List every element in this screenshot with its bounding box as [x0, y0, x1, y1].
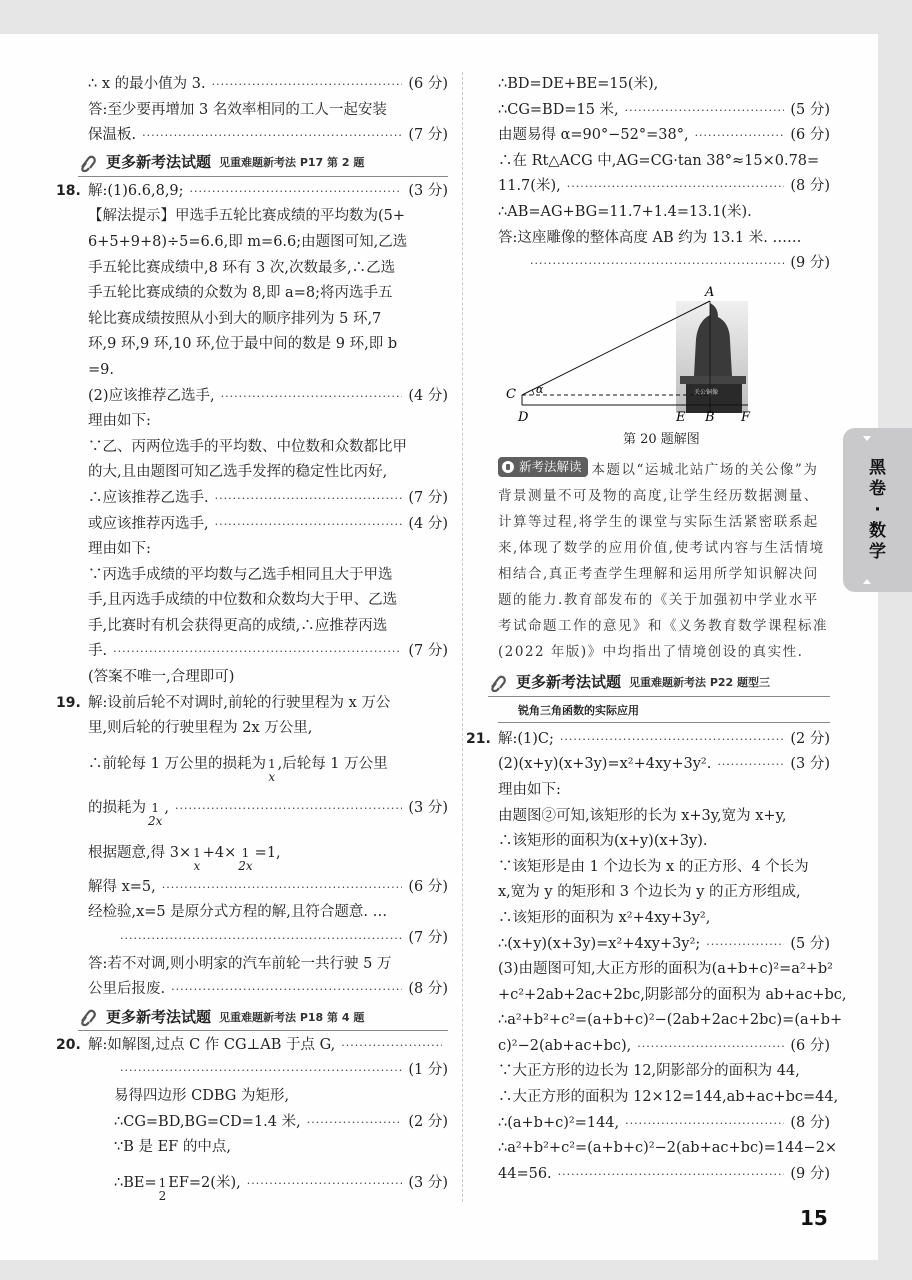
fraction	[159, 1177, 167, 1203]
point-label-f: F	[741, 409, 751, 425]
score-mark: (9 分)	[790, 255, 830, 272]
solution-text: 理由如下:	[88, 541, 151, 558]
leader-dots	[560, 727, 784, 753]
solution-line	[498, 752, 830, 778]
subject-side-tab[interactable]	[843, 428, 912, 592]
left-column	[56, 72, 448, 1206]
fraction	[268, 758, 276, 784]
score-mark: (8 分)	[790, 1114, 830, 1131]
solution-text: ∴(a+b+c)²=144,	[498, 1114, 620, 1131]
solution-text: 答:这座雕像的整体高度 AB 约为 13.1 米. ……	[498, 229, 802, 246]
solution-line	[498, 1162, 830, 1188]
numerator: 1	[241, 845, 250, 860]
question-number: 21.	[466, 730, 491, 747]
solution-line	[498, 778, 830, 804]
solution-line	[88, 665, 448, 691]
scan-background-bottom	[0, 1260, 912, 1280]
solution-text: 环,9 环,9 环,10 环,位于最中间的数是 9 环,即 b	[88, 336, 398, 353]
solution-line	[88, 537, 448, 563]
solution-line: =1,	[254, 844, 281, 861]
solution-line: +4×	[202, 844, 237, 861]
solution-line	[88, 332, 448, 358]
more-questions-title: 更多新考法试题	[106, 153, 212, 172]
solution-line	[88, 614, 448, 640]
solution-text: x,宽为 y 的矩形和 3 个边长为 y 的正方形组成,	[498, 884, 801, 901]
score-mark: (7 分)	[408, 127, 448, 144]
solution-text: 6+5+9+8)÷5=6.6,即 m=6.6;由题图可知,乙选	[88, 233, 408, 250]
solution-text: ∴AB=AG+BG=11.7+1.4=13.1(米).	[498, 203, 752, 220]
angle-label-alpha: α	[536, 382, 544, 396]
more-questions-title: 更多新考法试题	[516, 673, 622, 692]
solution-line: ∴前轮每 1 万公里的损耗为	[88, 755, 266, 772]
link-chain-icon	[78, 153, 100, 173]
numerator: 1	[151, 800, 160, 815]
tab-arrow-icon	[863, 436, 871, 441]
numerator: 1	[267, 756, 276, 771]
score-mark: (6 分)	[408, 878, 448, 895]
score-mark: (5 分)	[790, 101, 830, 118]
solution-text: ∵大正方形的边长为 12,阴影部分的面积为 44,	[498, 1063, 800, 1080]
question-number: 20.	[56, 1036, 81, 1053]
denominator: 2x	[148, 813, 163, 828]
solution-text: (2)应该推荐乙选手,	[88, 387, 215, 404]
solution-line	[498, 1111, 830, 1137]
denominator: 2x	[238, 858, 253, 873]
solution-line	[88, 460, 448, 486]
solution-line	[88, 384, 448, 410]
solution-line: ∵B 是 EF 的中点,	[114, 1139, 231, 1156]
solution-text: (答案不唯一,合理即可)	[88, 669, 235, 686]
leader-dots	[695, 123, 785, 149]
question-number: 18.	[56, 182, 81, 199]
score-mark: (3 分)	[408, 182, 448, 199]
side-tab-char: 学	[869, 541, 886, 562]
solution-text: 答:至少要再增加 3 名效率相同的工人一起安装	[88, 101, 387, 118]
solution-line	[498, 226, 830, 252]
solution-line	[498, 804, 830, 830]
side-tab-char: 卷	[869, 478, 886, 499]
q17-tail	[88, 72, 448, 149]
interpretation-text: 本题以“运城北站广场的关公像”为背景测量不可及物的高度,让学生经历数据测量、计算等过程,将学生的课堂与实际生活紧密联系起来,体现了数学的应用价值,使考试内容与生活情境相结合,真正考查学生理解和运用所学知识解决问题的能力.教育部发布的《关于加强初中学业水平考试命题工作的意见》和《义务教育数学课程标准(2022 年版)》中均指出了情境创设的真实性.	[498, 461, 828, 660]
leader-dots	[215, 486, 403, 512]
interpretation-badge	[498, 457, 588, 477]
solution-line	[498, 855, 830, 881]
solution-line	[466, 727, 830, 753]
solution-line	[88, 281, 448, 307]
solution-line	[88, 588, 448, 614]
score-mark: (7 分)	[408, 930, 448, 947]
score-mark: (2 分)	[790, 730, 830, 747]
solution-line: 的损耗为	[88, 799, 146, 816]
solution-text: 保温板.	[88, 127, 137, 144]
point-label-a: A	[705, 284, 715, 300]
lightbulb-icon	[502, 461, 514, 473]
link-chain-icon	[78, 1007, 100, 1027]
badge-label: 新考法解读	[519, 458, 582, 474]
solution-text: ∴CG=BD=15 米,	[498, 101, 619, 118]
q19-solution	[56, 691, 448, 1003]
denominator: x	[193, 858, 201, 873]
solution-line	[498, 983, 847, 1009]
solution-text: ∴该矩形的面积为 x²+4xy+3y²,	[498, 909, 711, 926]
leader-dots	[530, 251, 784, 277]
score-mark: (4 分)	[408, 515, 448, 532]
solution-line	[498, 1034, 830, 1060]
score-mark: (8 分)	[408, 981, 448, 998]
leader-dots	[247, 1162, 403, 1206]
leader-dots	[171, 977, 402, 1003]
solution-text: 解:(1)6.6,8,9;	[88, 182, 184, 199]
solution-text: 【解法提示】甲选手五轮比赛成绩的平均数为(5+	[88, 208, 406, 225]
solution-line	[56, 179, 448, 205]
solution-text: 手五轮比赛成绩的众数为 8,即 a=8;将丙选手五	[88, 285, 393, 302]
more-questions-reference: 见重难题新考法 P17 第 2 题	[219, 156, 365, 170]
solution-text: ∴在 Rt△ACG 中,AG=CG·tan 38°≈15×0.78=	[498, 152, 820, 169]
leader-dots	[341, 1033, 442, 1059]
solution-text: (3)由题图可知,大正方形的面积为(a+b+c)²=a²+b²	[498, 961, 833, 978]
score-mark: (7 分)	[408, 643, 448, 660]
solution-line	[88, 486, 448, 512]
solution-line	[88, 307, 448, 333]
score-mark: (9 分)	[790, 1165, 830, 1182]
solution-text: ∴应该推荐乙选手.	[88, 489, 209, 506]
solution-line	[498, 1085, 839, 1111]
numerator: 1	[193, 845, 201, 860]
more-questions-reference: 见重难题新考法 P18 第 4 题	[219, 1010, 365, 1024]
side-tab-char: 黑	[869, 457, 886, 478]
solution-line	[498, 1059, 830, 1085]
q18-solution	[56, 179, 448, 691]
figure-caption: 第 20 题解图	[623, 431, 700, 447]
solution-line: 里,则后轮的行驶里程为 2x 万公里,	[88, 720, 313, 737]
leader-dots	[307, 1110, 403, 1136]
score-mark: (7 分)	[408, 489, 448, 506]
solution-line	[88, 358, 448, 384]
solution-line	[498, 906, 830, 932]
solution-line	[88, 639, 448, 665]
denominator: x	[268, 769, 276, 784]
score-mark: (8 分)	[790, 178, 830, 195]
leader-dots	[215, 512, 403, 538]
leader-dots	[175, 787, 402, 831]
solution-line	[88, 512, 448, 538]
solution-line	[88, 435, 448, 461]
new-method-interpretation	[498, 457, 830, 665]
solution-line: EF=2(米),	[168, 1174, 241, 1191]
solution-text: ∴大正方形的面积为 12×12=144,ab+ac+bc=44,	[498, 1089, 839, 1106]
solution-line	[498, 880, 830, 906]
solution-line	[88, 123, 448, 149]
score-mark: (5 分)	[790, 935, 830, 952]
solution-text: 手,比赛时有机会获得更高的成绩,∴应推荐丙选	[88, 617, 388, 634]
solution-line	[498, 932, 830, 958]
point-label-e: E	[676, 409, 686, 425]
solution-line	[88, 256, 448, 282]
leader-dots	[706, 932, 784, 958]
denominator: 2	[158, 1188, 167, 1203]
solution-line: 公里后报废.	[88, 981, 166, 998]
solution-text: ∴ x 的最小值为 3.	[88, 76, 206, 92]
leader-dots	[212, 72, 403, 98]
q20-solution-figure	[498, 281, 830, 451]
scan-background-right	[878, 34, 912, 1280]
solution-text: ∴(x+y)(x+3y)=x²+4xy+3y²;	[498, 935, 701, 952]
solution-text: 轮比赛成绩按照从小到大的顺序排列为 5 环,7	[88, 310, 382, 327]
solution-text: ∵乙、丙两位选手的平均数、中位数和众数都比甲	[88, 438, 407, 455]
score-mark: (3 分)	[408, 799, 448, 816]
fraction	[238, 847, 252, 873]
scan-background-top	[0, 0, 912, 34]
right-column	[466, 72, 847, 1187]
point-label-c: C	[506, 386, 516, 402]
leader-dots	[637, 1034, 784, 1060]
solution-line: 易得四边形 CDBG 为矩形,	[114, 1088, 290, 1104]
score-mark: (3 分)	[790, 756, 830, 773]
solution-text: +c²+2ab+2ac+2bc,阴影部分的面积为 ab+ac+bc,	[498, 986, 847, 1003]
solution-line: 解:设前后轮不对调时,前轮的行驶里程为 x 万公	[88, 694, 391, 711]
leader-dots	[221, 384, 403, 410]
score-mark: (6 分)	[408, 76, 448, 92]
question-number: 19.	[56, 694, 81, 711]
plaque-text: 关公铜像	[694, 388, 719, 396]
solution-line: 解:如解图,过点 C 作 CG⊥AB 于点 G,	[88, 1036, 336, 1053]
solution-text: 由题易得 α=90°−52°=38°,	[498, 127, 689, 144]
solution-line	[88, 204, 448, 230]
solution-line: 解得 x=5,	[88, 878, 156, 895]
solution-line	[498, 200, 830, 226]
solution-line: 经检验,x=5 是原分式方程的解,且符合题意. …	[88, 904, 388, 921]
solution-line	[498, 123, 830, 149]
page-number: 15	[800, 1206, 828, 1230]
solution-line	[498, 251, 830, 277]
q20-continued	[498, 72, 830, 251]
fraction	[193, 847, 201, 873]
point-label-b: B	[705, 409, 715, 425]
statue-height-diagram	[498, 281, 830, 427]
solution-line	[498, 174, 830, 200]
solution-text: 11.7(米),	[498, 178, 561, 195]
more-questions-subtitle: 锐角三角函数的实际应用	[498, 699, 830, 723]
solution-line	[88, 563, 448, 589]
more-questions-link-3[interactable]	[488, 671, 830, 697]
more-questions-title: 更多新考法试题	[106, 1007, 212, 1026]
solution-line: ∴CG=BD,BG=CD=1.4 米,	[114, 1113, 301, 1130]
score-mark: (6 分)	[790, 127, 830, 144]
solution-line	[88, 72, 448, 98]
leader-dots	[142, 123, 402, 149]
solution-text: ∴BD=DE+BE=15(米),	[498, 76, 659, 92]
leader-dots	[120, 1058, 402, 1084]
solution-text: 手五轮比赛成绩中,8 环有 3 次,次数最多,∴乙选	[88, 259, 396, 276]
solution-text: 手,且丙选手成绩的中位数和众数均大于甲、乙选	[88, 592, 398, 609]
solution-text: c)²−2(ab+ac+bc),	[498, 1037, 632, 1054]
side-tab-char: 数	[869, 520, 886, 541]
solution-text: =9.	[88, 361, 114, 378]
score-mark: (2 分)	[408, 1113, 448, 1130]
solution-line	[498, 829, 830, 855]
solution-text: 理由如下:	[88, 413, 151, 430]
score-mark: (1 分)	[408, 1062, 448, 1079]
solution-text: ∴a²+b²+c²=(a+b+c)²−2(ab+ac+bc)=144−2×	[498, 1140, 838, 1157]
solution-line	[498, 72, 830, 98]
score-mark: (3 分)	[408, 1174, 448, 1191]
more-questions-link-1[interactable]	[78, 151, 448, 177]
solution-line: ∴BE=	[114, 1174, 157, 1191]
solution-text: 解:(1)C;	[498, 730, 554, 747]
score-mark: (4 分)	[408, 387, 448, 404]
solution-text: ∴a²+b²+c²=(a+b+c)²−(2ab+2ac+2bc)=(a+b+	[498, 1012, 843, 1029]
score-mark: (6 分)	[790, 1037, 830, 1054]
leader-dots	[120, 926, 402, 952]
solution-text: ∵该矩形是由 1 个边长为 x 的正方形、4 个长为	[498, 858, 809, 875]
solution-text: 理由如下:	[498, 781, 561, 798]
leader-dots	[625, 98, 785, 124]
link-chain-icon	[488, 673, 510, 693]
solution-text: 44=56.	[498, 1165, 552, 1182]
q20-solution	[56, 1033, 448, 1206]
solution-line	[498, 1136, 838, 1162]
leader-dots	[717, 752, 784, 778]
numerator: 1	[158, 1175, 167, 1190]
point-label-d: D	[518, 409, 529, 425]
leader-dots	[190, 179, 403, 205]
solution-line	[88, 409, 448, 435]
solution-line	[498, 957, 833, 983]
solution-line	[88, 98, 448, 124]
solution-line	[498, 1008, 843, 1034]
solution-text: 手.	[88, 643, 108, 660]
more-questions-link-2[interactable]	[78, 1005, 448, 1031]
solution-text: 由题图②可知,该矩形的长为 x+3y,宽为 x+y,	[498, 807, 787, 824]
solution-text: ∵丙选手成绩的平均数与乙选手相同且大于甲选	[88, 566, 393, 583]
q21-solution	[466, 727, 847, 1188]
solution-text: ∴该矩形的面积为(x+y)(x+3y).	[498, 833, 708, 850]
leader-dots	[113, 639, 402, 665]
leader-dots	[567, 174, 785, 200]
side-tab-char: ·	[874, 499, 881, 520]
solution-line	[88, 230, 448, 256]
solution-text: (2)(x+y)(x+3y)=x²+4xy+3y².	[498, 756, 712, 773]
solution-text: 的大,且由题图可知乙选手发挥的稳定性比丙好,	[88, 464, 388, 481]
solution-line: ,后轮每 1 万公里	[277, 755, 388, 772]
more-questions-reference: 见重难题新考法 P22 题型三	[629, 676, 771, 690]
solution-line: 根据题意,得 3×	[88, 844, 192, 861]
solution-line: 答:若不对调,则小明家的汽车前轮一共行驶 5 万	[88, 955, 392, 972]
fraction	[148, 802, 162, 828]
leader-dots	[162, 875, 403, 901]
leader-dots	[558, 1162, 785, 1188]
column-divider	[462, 72, 463, 1202]
leader-dots	[625, 1111, 784, 1137]
tab-arrow-icon	[863, 579, 871, 584]
solution-line	[498, 149, 830, 175]
solution-line	[498, 98, 830, 124]
solution-text: 或应该推荐丙选手,	[88, 515, 209, 532]
solution-line: ,	[164, 799, 170, 816]
